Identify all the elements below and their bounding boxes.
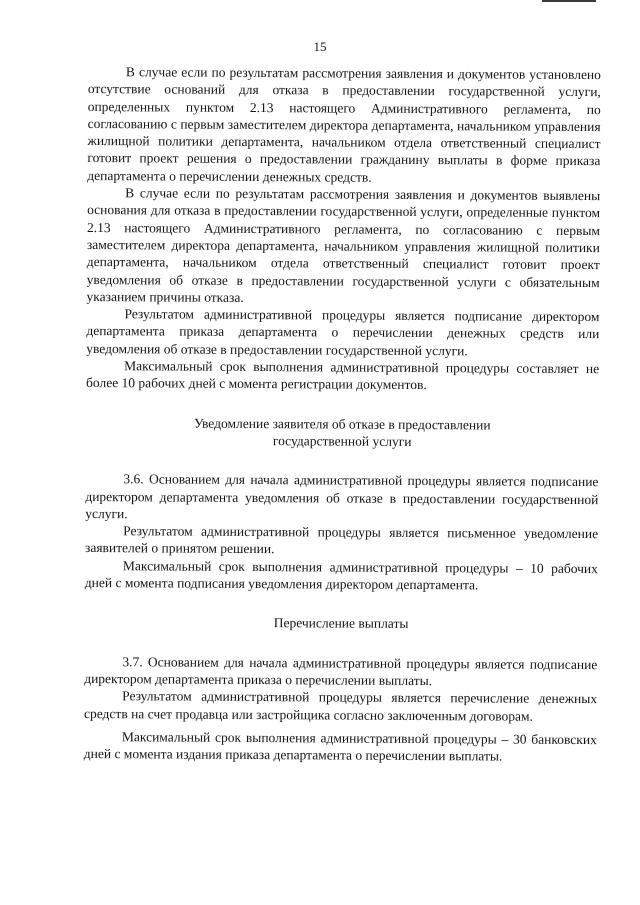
spacer <box>86 392 599 417</box>
spacer <box>86 448 599 473</box>
paragraph-3-6-basis: 3.6. Основанием для начала административной процедуры является подписание директором департамента уведомления об отказе в предоставлении государственной услуги. <box>85 471 599 522</box>
section-heading-refusal-notice-line1: Уведомление заявителя об отказе в предоставлении <box>193 415 491 433</box>
page-number: 15 <box>313 39 327 54</box>
paragraph-3-7-result: Результатом административной процедуры является перечисление денежных средств на счет продавца или застройщика согласно заключенным договорам. <box>83 688 598 724</box>
spacer <box>85 591 598 616</box>
section-heading-refusal-notice-line2: государственной услуги <box>272 433 412 449</box>
paragraph-max-term-registration: Максимальный срок выполнения административной процедуры составляет не более 10 рабочих дней с момента регистрации документов. <box>86 358 600 393</box>
section-heading-payment-transfer: Перечисление выплаты <box>273 615 409 632</box>
paragraph-3-7-max-term: Максимальный срок выполнения административной процедуры – 30 банковских дней с момента издания приказа департамента о перечислении выплаты. <box>83 729 597 764</box>
scan-edge-mark <box>542 0 596 2</box>
paragraph-no-refusal-grounds: В случае если по результатам рассмотрения заявления и документов установлено отсутствие оснований для отказа в предоставлении государственной услуги, определенных пунктом 2.13 настоящего Административного регламента, по согласованию с первым заместителем директора департамента, начальником управления жилищной политики департамента, начальником отдела ответственный специалист готовит проект решения о предоставлении гражданину выплаты в форме приказа департамента о перечислении денежных средств. <box>87 64 601 185</box>
paragraph-3-7-basis: 3.7. Основанием для начала административной процедуры является подписание директором департамента приказа о перечислении выплаты. <box>84 653 598 689</box>
paragraph-3-6-result: Результатом административной процедуры является письменное уведомление заявителей о принятом решении. <box>84 523 599 557</box>
spacer <box>84 631 597 656</box>
document-body <box>84 63 601 766</box>
paragraph-refusal-grounds: В случае если по результатам рассмотрения заявления и документов выявлены основания для отказа в предоставлении государственной услуги, определенные пунктом 2.13 настоящего Административного регламента, по согласованию с первым заместителем директора департамента, начальником управления жилищной политики департамента, начальником отдела ответственный специалист готовит проект уведомления об отказе в предоставлении государственной услуги с обязательным указанием причины отказа. <box>86 185 601 305</box>
paragraph-procedure-result: Результатом административной процедуры является подписание директором департамента приказа департамента о перечислении денежных средств или уведомления об отказе в предоставлении государственной услуги. <box>86 306 600 359</box>
paragraph-3-6-max-term: Максимальный срок выполнения административной процедуры – 10 рабочих дней с момента подписания уведомления директором департамента. <box>84 557 598 593</box>
